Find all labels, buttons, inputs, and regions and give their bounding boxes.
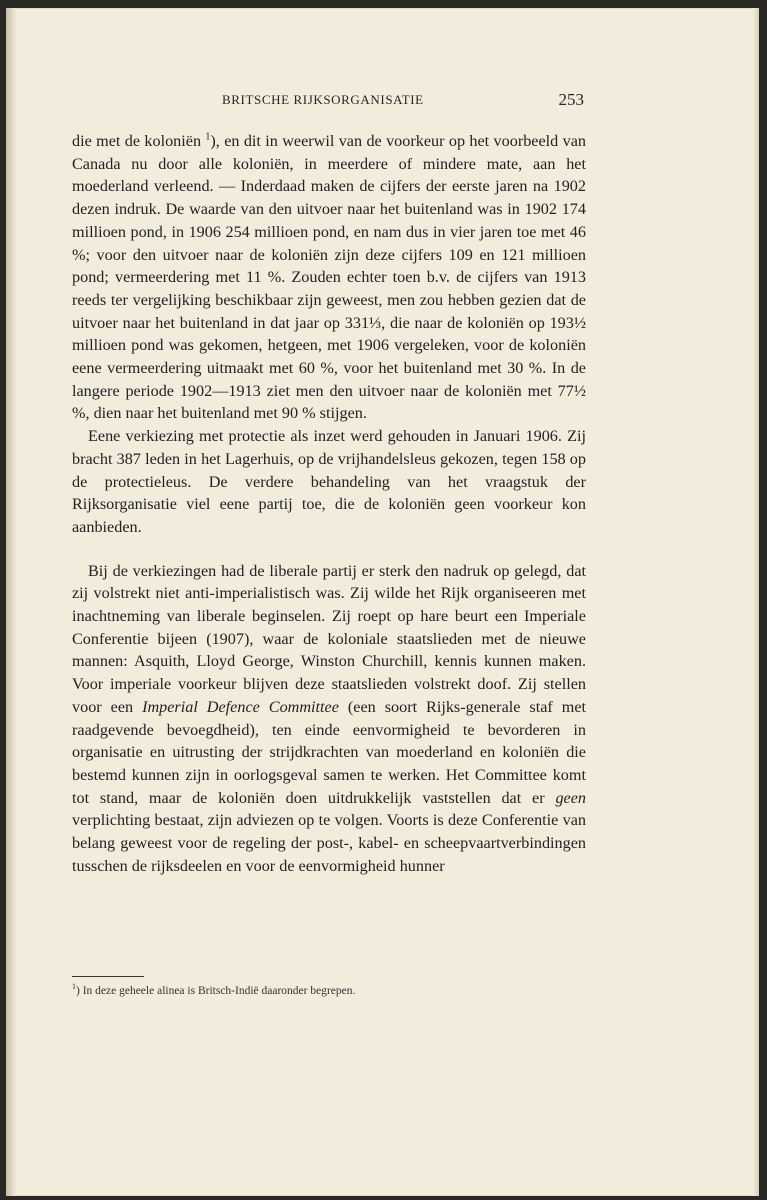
paragraph-3-text-a: Bij de verkiezingen had de liberale partij er sterk den nadruk op gelegd, dat zij volstrekt niet anti-imperialistisch was. Zij wilde het Rijk organiseeren met inachtneming van liberale beginselen. Zij roept op hare beurt een Imperiale Conferentie bijeen (1907), waar de koloniale staatslieden met de nieuwe mannen: Asquith, Lloyd George, Winston Churchill, kennis kunnen maken. Voor imperiale voorkeur blijven deze staatslieden volstrekt doof. Zij stellen voor een bbox=[72, 561, 586, 716]
paragraph-3-text-b: (een soort Rijks-generale staf met raadgevende bevoegdheid), ten einde eenvormigheid te bevorderen in organisatie en uitrusting der strijdkrachten van moederland en koloniën die bestemd kunnen zijn in oorlogsgeval samen te werken. Het Committee komt tot stand, maar de koloniën doen uitdrukkelijk vaststellen dat er bbox=[72, 697, 587, 807]
page-body bbox=[72, 130, 586, 878]
paragraph-3 bbox=[72, 560, 586, 878]
running-title: BRITSCHE RIJKSORGANISATIE bbox=[222, 92, 424, 107]
paragraph-3-text-c: verplichting bestaat, zijn adviezen op te volgen. Voorts is deze Conferentie van belang geweest voor de regeling der post-, kabel- en scheepvaartverbindingen tusschen de rijksdeelen en voor de eenvormigheid hunner bbox=[72, 811, 586, 875]
paragraph-1-text-b: ), en dit in weerwil van de voorkeur op het voorbeeld van Canada nu door alle koloniën, in meerdere of mindere mate, aan het moederland verleend. — Inderdaad maken de cijfers der eerste jaren na 1902 dezen indruk. De waarde van den uitvoer naar het buitenland was in 1902 174 millioen pond, in 1906 254 millioen pond, en nam dus in vier jaren toe met 46 %; voor den uitvoer naar de koloniën zijn deze cijfers 109 en 121 millioen pond; vermeerdering met 11 %. Zouden echter toen b.v. de cijfers van 1913 reeds ter vergelijking beschikbaar zijn geweest, men zou hebben gezien dat de uitvoer naar het buitenland in dat jaar op 331⅓, die naar de koloniën op 193½ millioen pond was gekomen, hetgeen, met 1906 vergeleken, voor de koloniën eene vermeerdering uitmaakt met 60 %, voor het buitenland met 30 %. In de langere periode 1902—1913 ziet men den uitvoer naar de koloniën met 77½ %, dien naar het buitenland met 90 % stijgen. bbox=[72, 132, 586, 423]
footnote bbox=[72, 982, 586, 997]
paragraph-1-text-a: die met de koloniën bbox=[72, 132, 206, 150]
page-spine-shadow bbox=[6, 8, 16, 1196]
paragraph-1 bbox=[72, 130, 586, 425]
page-edge bbox=[753, 8, 759, 1196]
footnote-reference: 1 bbox=[205, 131, 211, 143]
paragraph-2 bbox=[72, 425, 586, 539]
page-header bbox=[72, 90, 586, 114]
page-number: 253 bbox=[558, 90, 584, 109]
footnote-rule bbox=[72, 976, 144, 977]
paragraph-2-text: Eene verkiezing met protectie als inzet werd gehouden in Januari 1906. Zij bracht 387 leden in het Lagerhuis, op de vrijhandelsleus gekozen, tegen 158 op de protectieleus. De verdere behandeling van het vraagstuk der Rijksorganisatie viel eene partij toe, die de koloniën geen voorkeur kon aanbieden. bbox=[72, 427, 586, 536]
paragraph-3-italic-committee: Imperial Defence Committee bbox=[142, 697, 339, 716]
footnote-marker: 1 bbox=[72, 982, 76, 991]
footnote-text: ) In deze geheele alinea is Britsch-Indië daaronder begrepen. bbox=[76, 984, 356, 997]
paragraph-3-italic-geen: geen bbox=[555, 788, 586, 807]
